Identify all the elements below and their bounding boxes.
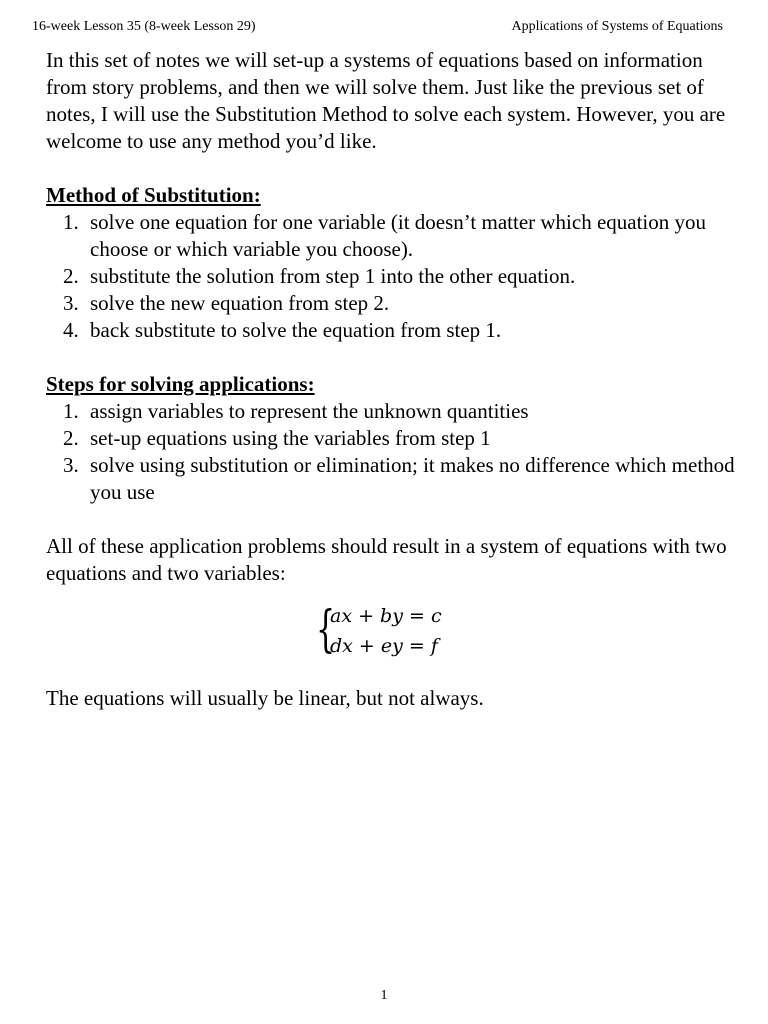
list-item-number: 3. [63,453,79,477]
list-item [46,209,736,263]
page-number: 1 [380,988,388,1003]
document-body [46,47,736,712]
list-item [46,425,736,452]
page-header [32,18,723,36]
list-item-number: 2. [63,264,79,288]
list-item-text: substitute the solution from step 1 into the other equation. [90,264,576,288]
list-item-text: back substitute to solve the equation from step 1. [90,318,502,342]
list-item-text: assign variables to represent the unknown quantities [90,399,529,423]
list-item-number: 4. [63,318,79,342]
substitution-steps-list [46,209,736,344]
list-item [46,317,736,344]
list-item-number: 3. [63,291,79,315]
substitution-heading: Method of Substitution: [46,183,261,207]
header-right-topic: Applications of Systems of Equations [511,19,723,34]
list-item [46,398,736,425]
list-item [46,263,736,290]
list-item-text: solve the new equation from step 2. [90,291,390,315]
list-item-number: 1. [63,210,79,234]
list-item-text: solve using substitution or elimination; it makes no difference which method you use [90,453,735,504]
list-item-number: 2. [63,426,79,450]
closing-paragraph: The equations will usually be linear, but not always. [46,686,484,710]
applications-heading: Steps for solving applications: [46,372,315,396]
applications-steps-list [46,398,736,506]
equation-2: dx + ey = f [330,635,438,657]
list-item-text: set-up equations using the variables from step 1 [90,426,491,450]
list-item [46,452,736,506]
list-item [46,290,736,317]
list-item-text: solve one equation for one variable (it doesn’t matter which equation you choose or which variable you choose). [90,210,707,261]
system-brace: { [316,600,336,658]
equation-system [316,600,736,659]
equation-1: ax + by = c [330,605,442,627]
intro-paragraph: In this set of notes we will set-up a systems of equations based on information from story problems, and then we will solve them. Just like the previous set of notes, I will use the Substitution Method to solve each system. However, you are welcome to use any method you’d like. [46,48,726,153]
list-item-number: 1. [63,399,79,423]
system-intro-paragraph: All of these application problems should result in a system of equations with two equations and two variables: [46,534,727,585]
header-left-lesson: 16-week Lesson 35 (8-week Lesson 29) [32,19,256,34]
